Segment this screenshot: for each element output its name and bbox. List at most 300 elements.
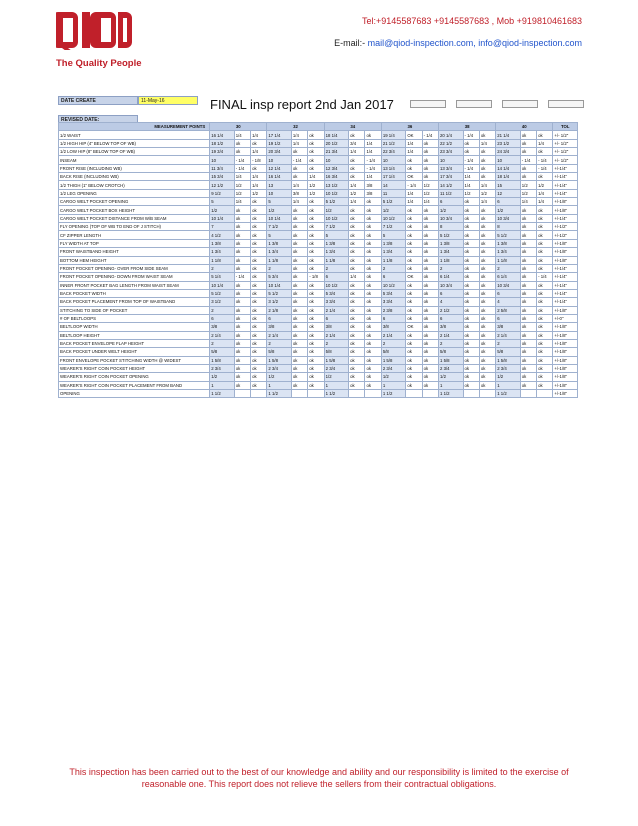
measured-value-cell: OK bbox=[406, 323, 422, 331]
revised-date-label: REVISED DATE: bbox=[58, 115, 138, 124]
measured-value-cell: 1/4 bbox=[234, 173, 250, 181]
measured-value-cell: ok bbox=[463, 139, 479, 147]
measured-value-cell: ok bbox=[479, 206, 495, 214]
spec-value-cell: 1 3/4 bbox=[381, 248, 406, 256]
measured-value-cell: ok bbox=[422, 164, 438, 172]
tolerance-cell: +/-1/8" bbox=[553, 323, 578, 331]
measured-value-cell: ok bbox=[308, 256, 324, 264]
spec-value-cell: 2 1/4 bbox=[324, 306, 349, 314]
measured-value-cell: ok bbox=[291, 381, 307, 389]
measured-value-cell: 1/2 bbox=[308, 189, 324, 197]
spec-value-cell: 5/8 bbox=[439, 348, 464, 356]
measured-value-cell: ok bbox=[422, 248, 438, 256]
measured-value-cell: ok bbox=[308, 223, 324, 231]
measured-value-cell: ok bbox=[422, 373, 438, 381]
spec-value-cell: 1 1/2 bbox=[267, 390, 292, 398]
measured-value-cell: 1/4 bbox=[365, 139, 381, 147]
spec-value-cell: 3/8 bbox=[439, 323, 464, 331]
measured-value-cell: ok bbox=[349, 223, 365, 231]
measured-value-cell: ok bbox=[463, 348, 479, 356]
spec-value-cell: 2 bbox=[439, 339, 464, 347]
measured-value-cell: ok bbox=[520, 373, 536, 381]
measured-value-cell: ok bbox=[291, 214, 307, 222]
measured-value-cell: ok bbox=[463, 231, 479, 239]
spec-value-cell: 19 3/4 bbox=[210, 148, 235, 156]
table-row bbox=[59, 373, 578, 381]
spec-value-cell: 2 1/4 bbox=[210, 331, 235, 339]
measured-value-cell: ok bbox=[365, 306, 381, 314]
measured-value-cell: ok bbox=[234, 339, 250, 347]
spec-value-cell: 5 bbox=[267, 231, 292, 239]
spec-value-cell: 17 3/4 bbox=[439, 173, 464, 181]
spec-value-cell: 23 3/4 bbox=[439, 148, 464, 156]
measured-value-cell: ok bbox=[349, 314, 365, 322]
table-row bbox=[59, 356, 578, 364]
measured-value-cell: ok bbox=[406, 164, 422, 172]
spec-value-cell: 1 5/8 bbox=[439, 356, 464, 364]
measurement-point-cell: BELTLOOP HEIGHT bbox=[59, 331, 210, 339]
measured-value-cell: ok bbox=[308, 373, 324, 381]
measured-value-cell: ok bbox=[422, 273, 438, 281]
measured-value-cell: ok bbox=[308, 156, 324, 164]
tolerance-cell: +/-1/8" bbox=[553, 206, 578, 214]
measured-value-cell: 1/4 bbox=[537, 139, 553, 147]
spec-value-cell: 5 1/2 bbox=[267, 289, 292, 297]
measured-value-cell: ok bbox=[406, 206, 422, 214]
spec-value-cell: 10 1/4 bbox=[210, 281, 235, 289]
disclaimer-line: reasonable one. This report does not relieve the sellers from their contractual obligations. bbox=[141, 779, 497, 789]
measured-value-cell: ok bbox=[520, 131, 536, 139]
measured-value-cell: ok bbox=[349, 214, 365, 222]
spec-value-cell: 2 bbox=[210, 339, 235, 347]
measured-value-cell bbox=[406, 390, 422, 398]
measured-value-cell: ok bbox=[308, 198, 324, 206]
measured-value-cell bbox=[520, 390, 536, 398]
measured-value-cell: ok bbox=[406, 239, 422, 247]
measured-value-cell: ok bbox=[251, 373, 267, 381]
measured-value-cell: ok bbox=[349, 131, 365, 139]
table-row bbox=[59, 306, 578, 314]
spec-value-cell: 13 3/4 bbox=[439, 164, 464, 172]
tolerance-cell: +/- 1/2" bbox=[553, 139, 578, 147]
measured-value-cell: ok bbox=[291, 223, 307, 231]
measured-value-cell: - 1/4 bbox=[234, 273, 250, 281]
spec-value-cell: 1 1/8 bbox=[324, 256, 349, 264]
measurement-point-cell: BACK RISE (INCLUDING WB) bbox=[59, 173, 210, 181]
table-row bbox=[59, 281, 578, 289]
tolerance-cell: +/-1/4" bbox=[553, 173, 578, 181]
measured-value-cell: ok bbox=[463, 281, 479, 289]
qiod-logo bbox=[56, 10, 132, 50]
measurement-point-cell: FRONT ENVELOPE POCKET STITCHING WIDTH @ WIDEST bbox=[59, 356, 210, 364]
measured-value-cell: - 1/8 bbox=[308, 273, 324, 281]
measured-value-cell: ok bbox=[520, 298, 536, 306]
spec-value-cell: 3 3/4 bbox=[381, 298, 406, 306]
measured-value-cell: ok bbox=[406, 231, 422, 239]
spec-value-cell: 5 3/4 bbox=[381, 289, 406, 297]
measured-value-cell: 3/8 bbox=[365, 181, 381, 189]
measured-value-cell: ok bbox=[365, 273, 381, 281]
spec-value-cell: 1 1/8 bbox=[439, 256, 464, 264]
spec-value-cell: 2 bbox=[267, 339, 292, 347]
tolerance-cell: +/-0" bbox=[553, 314, 578, 322]
spec-value-cell: 2 3/4 bbox=[324, 364, 349, 372]
tolerance-cell: +/-1/8" bbox=[553, 373, 578, 381]
measured-value-cell: ok bbox=[537, 306, 553, 314]
spec-value-cell: 2 bbox=[381, 339, 406, 347]
measured-value-cell: ok bbox=[520, 148, 536, 156]
table-row bbox=[59, 231, 578, 239]
spec-value-cell: 11 bbox=[381, 189, 406, 197]
table-row bbox=[59, 214, 578, 222]
email-addresses[interactable]: mail@qiod-inspection.com, info@qiod-inspection.com bbox=[367, 38, 582, 48]
measured-value-cell: ok bbox=[463, 248, 479, 256]
measured-value-cell: ok bbox=[406, 156, 422, 164]
spec-value-cell: 3/8 bbox=[210, 323, 235, 331]
measured-value-cell: ok bbox=[422, 356, 438, 364]
measured-value-cell: 3/8 bbox=[365, 189, 381, 197]
tolerance-cell: +/-1/8" bbox=[553, 339, 578, 347]
spec-value-cell: 1 1/2 bbox=[496, 390, 521, 398]
spec-value-cell: 22 3/4 bbox=[381, 148, 406, 156]
measured-value-cell: 1/4 bbox=[406, 189, 422, 197]
measured-value-cell: ok bbox=[479, 148, 495, 156]
spec-value-cell: 14 bbox=[381, 181, 406, 189]
measured-value-cell: 1/2 bbox=[537, 181, 553, 189]
measurement-point-cell: # OF BELTLOOPS bbox=[59, 314, 210, 322]
spec-value-cell: 15 bbox=[496, 181, 521, 189]
inspection-sheet bbox=[58, 96, 578, 397]
measurement-point-cell: BOTTOM HEM HEIGHT bbox=[59, 256, 210, 264]
measurement-point-cell: OPENING bbox=[59, 390, 210, 398]
spec-value-cell: 5 3/4 bbox=[267, 273, 292, 281]
measured-value-cell: ok bbox=[422, 289, 438, 297]
measured-value-cell: ok bbox=[463, 264, 479, 272]
spec-value-cell: 2 3/4 bbox=[381, 364, 406, 372]
measured-value-cell: ok bbox=[308, 214, 324, 222]
measured-value-cell: ok bbox=[479, 223, 495, 231]
measured-value-cell: - 1/4 bbox=[234, 156, 250, 164]
measured-value-cell: - 1/4 bbox=[234, 164, 250, 172]
table-header-row bbox=[59, 123, 578, 131]
measured-value-cell: ok bbox=[520, 239, 536, 247]
spec-value-cell: 6 bbox=[381, 273, 406, 281]
measured-value-cell: 1/4 bbox=[479, 181, 495, 189]
measured-value-cell: ok bbox=[251, 356, 267, 364]
measured-value-cell: - 1/4 bbox=[365, 164, 381, 172]
measured-value-cell: ok bbox=[463, 331, 479, 339]
measured-value-cell: ok bbox=[537, 373, 553, 381]
spec-value-cell: 5 1/2 bbox=[381, 198, 406, 206]
measured-value-cell: ok bbox=[349, 298, 365, 306]
spec-value-cell: 6 bbox=[324, 314, 349, 322]
measured-value-cell: 1/2 bbox=[251, 189, 267, 197]
measured-value-cell: ok bbox=[234, 298, 250, 306]
measured-value-cell: ok bbox=[479, 239, 495, 247]
measured-value-cell: ok bbox=[349, 231, 365, 239]
measured-value-cell: ok bbox=[422, 214, 438, 222]
measured-value-cell: ok bbox=[537, 331, 553, 339]
measured-value-cell: ok bbox=[537, 264, 553, 272]
spec-value-cell: 17 1/4 bbox=[381, 173, 406, 181]
size-header: 32 bbox=[267, 123, 324, 131]
measured-value-cell: 1/2 bbox=[520, 189, 536, 197]
measured-value-cell: ok bbox=[520, 231, 536, 239]
measured-value-cell bbox=[463, 390, 479, 398]
spec-value-cell: 17 1/4 bbox=[267, 131, 292, 139]
spec-value-cell: 1 3/4 bbox=[439, 248, 464, 256]
measured-value-cell: ok bbox=[406, 339, 422, 347]
measured-value-cell: 1/4 bbox=[251, 181, 267, 189]
measured-value-cell: - 1/4 bbox=[537, 164, 553, 172]
spec-value-cell: 10 bbox=[439, 156, 464, 164]
spec-value-cell: 22 1/2 bbox=[439, 139, 464, 147]
tolerance-cell: +/-1/8" bbox=[553, 306, 578, 314]
measured-value-cell: ok bbox=[291, 231, 307, 239]
tolerance-cell: +/-1/4" bbox=[553, 164, 578, 172]
measured-value-cell: ok bbox=[349, 206, 365, 214]
measured-value-cell: ok bbox=[234, 231, 250, 239]
measured-value-cell: ok bbox=[537, 148, 553, 156]
spec-value-cell: 2 3/4 bbox=[439, 364, 464, 372]
spec-value-cell: 1/2 bbox=[381, 206, 406, 214]
measured-value-cell: ok bbox=[479, 314, 495, 322]
measurement-point-cell: 1/2 WAIST bbox=[59, 131, 210, 139]
measured-value-cell: ok bbox=[537, 248, 553, 256]
spec-value-cell: 5 bbox=[267, 198, 292, 206]
measured-value-cell: ok bbox=[520, 264, 536, 272]
tolerance-cell: +/-1/4" bbox=[553, 214, 578, 222]
spec-value-cell: 2 bbox=[439, 264, 464, 272]
tolerance-cell: +/-1/4" bbox=[553, 273, 578, 281]
measured-value-cell: ok bbox=[291, 331, 307, 339]
email-label: E-mail:- bbox=[334, 38, 368, 48]
spec-value-cell: 7 1/2 bbox=[381, 223, 406, 231]
measured-value-cell: ok bbox=[365, 248, 381, 256]
spec-value-cell: 1 1/8 bbox=[267, 256, 292, 264]
measured-value-cell: 1/4 bbox=[349, 148, 365, 156]
spec-value-cell: 18 1/4 bbox=[496, 173, 521, 181]
spec-value-cell: 3 3/4 bbox=[324, 298, 349, 306]
tolerance-cell: +/-1/4" bbox=[553, 189, 578, 197]
measured-value-cell: ok bbox=[463, 289, 479, 297]
tolerance-cell: +/-1/8" bbox=[553, 239, 578, 247]
measured-value-cell: 1/2 bbox=[463, 189, 479, 197]
measured-value-cell: 1/2 bbox=[422, 189, 438, 197]
measured-value-cell: ok bbox=[422, 348, 438, 356]
measured-value-cell: ok bbox=[463, 148, 479, 156]
measured-value-cell: ok bbox=[308, 164, 324, 172]
spec-value-cell: 1 3/8 bbox=[381, 239, 406, 247]
measured-value-cell bbox=[349, 390, 365, 398]
company-tagline: The Quality People bbox=[56, 58, 142, 69]
measured-value-cell: ok bbox=[406, 248, 422, 256]
measured-value-cell: ok bbox=[251, 298, 267, 306]
spec-value-cell: 1/2 bbox=[210, 373, 235, 381]
spec-value-cell: 6 bbox=[324, 273, 349, 281]
measured-value-cell: ok bbox=[308, 381, 324, 389]
table-row bbox=[59, 339, 578, 347]
spec-value-cell: 21 3/4 bbox=[324, 148, 349, 156]
measured-value-cell: ok bbox=[537, 231, 553, 239]
table-row bbox=[59, 390, 578, 398]
measurement-point-cell: BELTLOOP WIDTH bbox=[59, 323, 210, 331]
spec-value-cell: 1 1/8 bbox=[210, 256, 235, 264]
measured-value-cell: ok bbox=[291, 273, 307, 281]
measured-value-cell: 1/4 bbox=[251, 131, 267, 139]
spec-value-cell: 2 1/8 bbox=[267, 306, 292, 314]
spec-value-cell: 1 3/4 bbox=[267, 248, 292, 256]
table-row bbox=[59, 314, 578, 322]
measured-value-cell: ok bbox=[308, 364, 324, 372]
measurement-point-cell: CARGO WELT POCKET DISTANCE FROM W/B SEAM bbox=[59, 214, 210, 222]
contact-email bbox=[334, 38, 582, 48]
measured-value-cell: ok bbox=[422, 323, 438, 331]
measured-value-cell: ok bbox=[251, 206, 267, 214]
measured-value-cell: ok bbox=[537, 314, 553, 322]
measured-value-cell: ok bbox=[349, 164, 365, 172]
measured-value-cell: 3/8 bbox=[291, 189, 307, 197]
measured-value-cell: ok bbox=[308, 239, 324, 247]
measured-value-cell: ok bbox=[479, 264, 495, 272]
contact-phone: Tel:+9145587683 +9145587683 , Mob +919810461683 bbox=[362, 16, 582, 26]
spec-value-cell: 6 1/4 bbox=[439, 273, 464, 281]
tolerance-cell: +/-1/4" bbox=[553, 264, 578, 272]
disclaimer bbox=[40, 766, 598, 790]
measured-value-cell: ok bbox=[365, 314, 381, 322]
tolerance-cell: +/-1/8" bbox=[553, 364, 578, 372]
measurement-point-cell: WEARER'S RIGHT COIN POCKET OPENING bbox=[59, 373, 210, 381]
measured-value-cell: ok bbox=[308, 264, 324, 272]
measured-value-cell: ok bbox=[234, 148, 250, 156]
measurement-point-cell: CARGO WELT POCKET BOX HEIGHT bbox=[59, 206, 210, 214]
measured-value-cell: ok bbox=[422, 223, 438, 231]
measured-value-cell: ok bbox=[365, 364, 381, 372]
measured-value-cell: ok bbox=[308, 348, 324, 356]
measured-value-cell: ok bbox=[520, 164, 536, 172]
measurement-points-header: MEASUREMENT POINTS bbox=[59, 123, 210, 131]
tolerance-cell: +/-1/8" bbox=[553, 198, 578, 206]
measured-value-cell: ok bbox=[520, 139, 536, 147]
table-row bbox=[59, 323, 578, 331]
measurement-point-cell: WEARER'S RIGHT COIN POCKET PLACEMENT FROM BAND bbox=[59, 381, 210, 389]
table-row bbox=[59, 331, 578, 339]
tolerance-cell: +/-1/8" bbox=[553, 248, 578, 256]
measured-value-cell: ok bbox=[251, 139, 267, 147]
spec-value-cell: 2 3/4 bbox=[267, 364, 292, 372]
measured-value-cell: ok bbox=[422, 148, 438, 156]
measured-value-cell: ok bbox=[479, 173, 495, 181]
measured-value-cell: - 1/4 bbox=[537, 273, 553, 281]
table-row bbox=[59, 198, 578, 206]
measured-value-cell: ok bbox=[520, 281, 536, 289]
measured-value-cell: ok bbox=[520, 214, 536, 222]
tolerance-cell: +/- 1/2" bbox=[553, 131, 578, 139]
measured-value-cell bbox=[251, 390, 267, 398]
spec-value-cell: 10 1/2 bbox=[324, 281, 349, 289]
measured-value-cell: ok bbox=[251, 289, 267, 297]
spec-value-cell: 1/2 bbox=[267, 373, 292, 381]
measured-value-cell: ok bbox=[251, 264, 267, 272]
measured-value-cell: ok bbox=[463, 339, 479, 347]
measured-value-cell: ok bbox=[308, 323, 324, 331]
measured-value-cell: 1/4 bbox=[520, 198, 536, 206]
spec-value-cell: 20 1/4 bbox=[439, 131, 464, 139]
measured-value-cell: ok bbox=[406, 356, 422, 364]
spec-value-cell: 10 1/4 bbox=[267, 281, 292, 289]
measured-value-cell: ok bbox=[463, 298, 479, 306]
measured-value-cell: ok bbox=[308, 148, 324, 156]
spec-value-cell: 4 1/2 bbox=[210, 231, 235, 239]
measured-value-cell: ok bbox=[422, 139, 438, 147]
spec-value-cell: 10 1/2 bbox=[324, 189, 349, 197]
measured-value-cell: ok bbox=[291, 173, 307, 181]
spec-value-cell: 13 1/4 bbox=[381, 164, 406, 172]
measurement-point-cell: FRONT POCKET OPENING- DOWN FROM WAIST SEAM bbox=[59, 273, 210, 281]
measured-value-cell: ok bbox=[251, 214, 267, 222]
measured-value-cell: ok bbox=[251, 381, 267, 389]
measured-value-cell: ok bbox=[251, 314, 267, 322]
measured-value-cell: ok bbox=[365, 331, 381, 339]
spec-value-cell: 1 bbox=[381, 381, 406, 389]
measured-value-cell: 1/4 bbox=[406, 139, 422, 147]
spec-value-cell: 10 1/4 bbox=[210, 214, 235, 222]
measured-value-cell: ok bbox=[349, 289, 365, 297]
spec-value-cell: 1 1/2 bbox=[439, 390, 464, 398]
measured-value-cell: ok bbox=[463, 256, 479, 264]
measured-value-cell: ok bbox=[463, 223, 479, 231]
spec-value-cell: 1/2 bbox=[324, 206, 349, 214]
measured-value-cell bbox=[479, 390, 495, 398]
measured-value-cell: ok bbox=[291, 206, 307, 214]
measured-value-cell: OK bbox=[406, 131, 422, 139]
measured-value-cell: ok bbox=[520, 248, 536, 256]
measured-value-cell: ok bbox=[365, 281, 381, 289]
spec-value-cell: 2 3/4 bbox=[210, 364, 235, 372]
disclaimer-line: This inspection has been carried out to the best of our knowledge and ability and our responsibility is limited to the exercise of bbox=[69, 767, 569, 777]
measured-value-cell: ok bbox=[520, 223, 536, 231]
measured-value-cell: ok bbox=[234, 348, 250, 356]
spec-value-cell: 18 1/2 bbox=[210, 139, 235, 147]
measured-value-cell: 1/2 bbox=[479, 189, 495, 197]
measured-value-cell: ok bbox=[365, 256, 381, 264]
tolerance-header: TOL bbox=[553, 123, 578, 131]
measured-value-cell: 1/4 bbox=[251, 148, 267, 156]
spec-value-cell: 2 bbox=[496, 339, 521, 347]
spec-value-cell: 1 1/2 bbox=[324, 390, 349, 398]
spec-value-cell: 10 3/4 bbox=[439, 281, 464, 289]
measured-value-cell: ok bbox=[479, 298, 495, 306]
tolerance-cell: +/-1/8" bbox=[553, 356, 578, 364]
table-row bbox=[59, 131, 578, 139]
spec-value-cell: 10 1/2 bbox=[381, 214, 406, 222]
measured-value-cell: ok bbox=[406, 381, 422, 389]
measured-value-cell: ok bbox=[365, 323, 381, 331]
spec-value-cell: 1/2 bbox=[324, 373, 349, 381]
measured-value-cell: ok bbox=[251, 231, 267, 239]
measured-value-cell: ok bbox=[234, 206, 250, 214]
spec-value-cell: 11 3/4 bbox=[210, 164, 235, 172]
spec-value-cell: 10 1/2 bbox=[324, 214, 349, 222]
spec-value-cell: 19 1/2 bbox=[267, 139, 292, 147]
spec-value-cell: 10 bbox=[267, 189, 292, 197]
measured-value-cell: ok bbox=[234, 239, 250, 247]
measured-value-cell: ok bbox=[520, 331, 536, 339]
spec-value-cell: 6 bbox=[267, 314, 292, 322]
measured-value-cell: ok bbox=[349, 331, 365, 339]
measured-value-cell: ok bbox=[537, 364, 553, 372]
measured-value-cell: ok bbox=[537, 256, 553, 264]
